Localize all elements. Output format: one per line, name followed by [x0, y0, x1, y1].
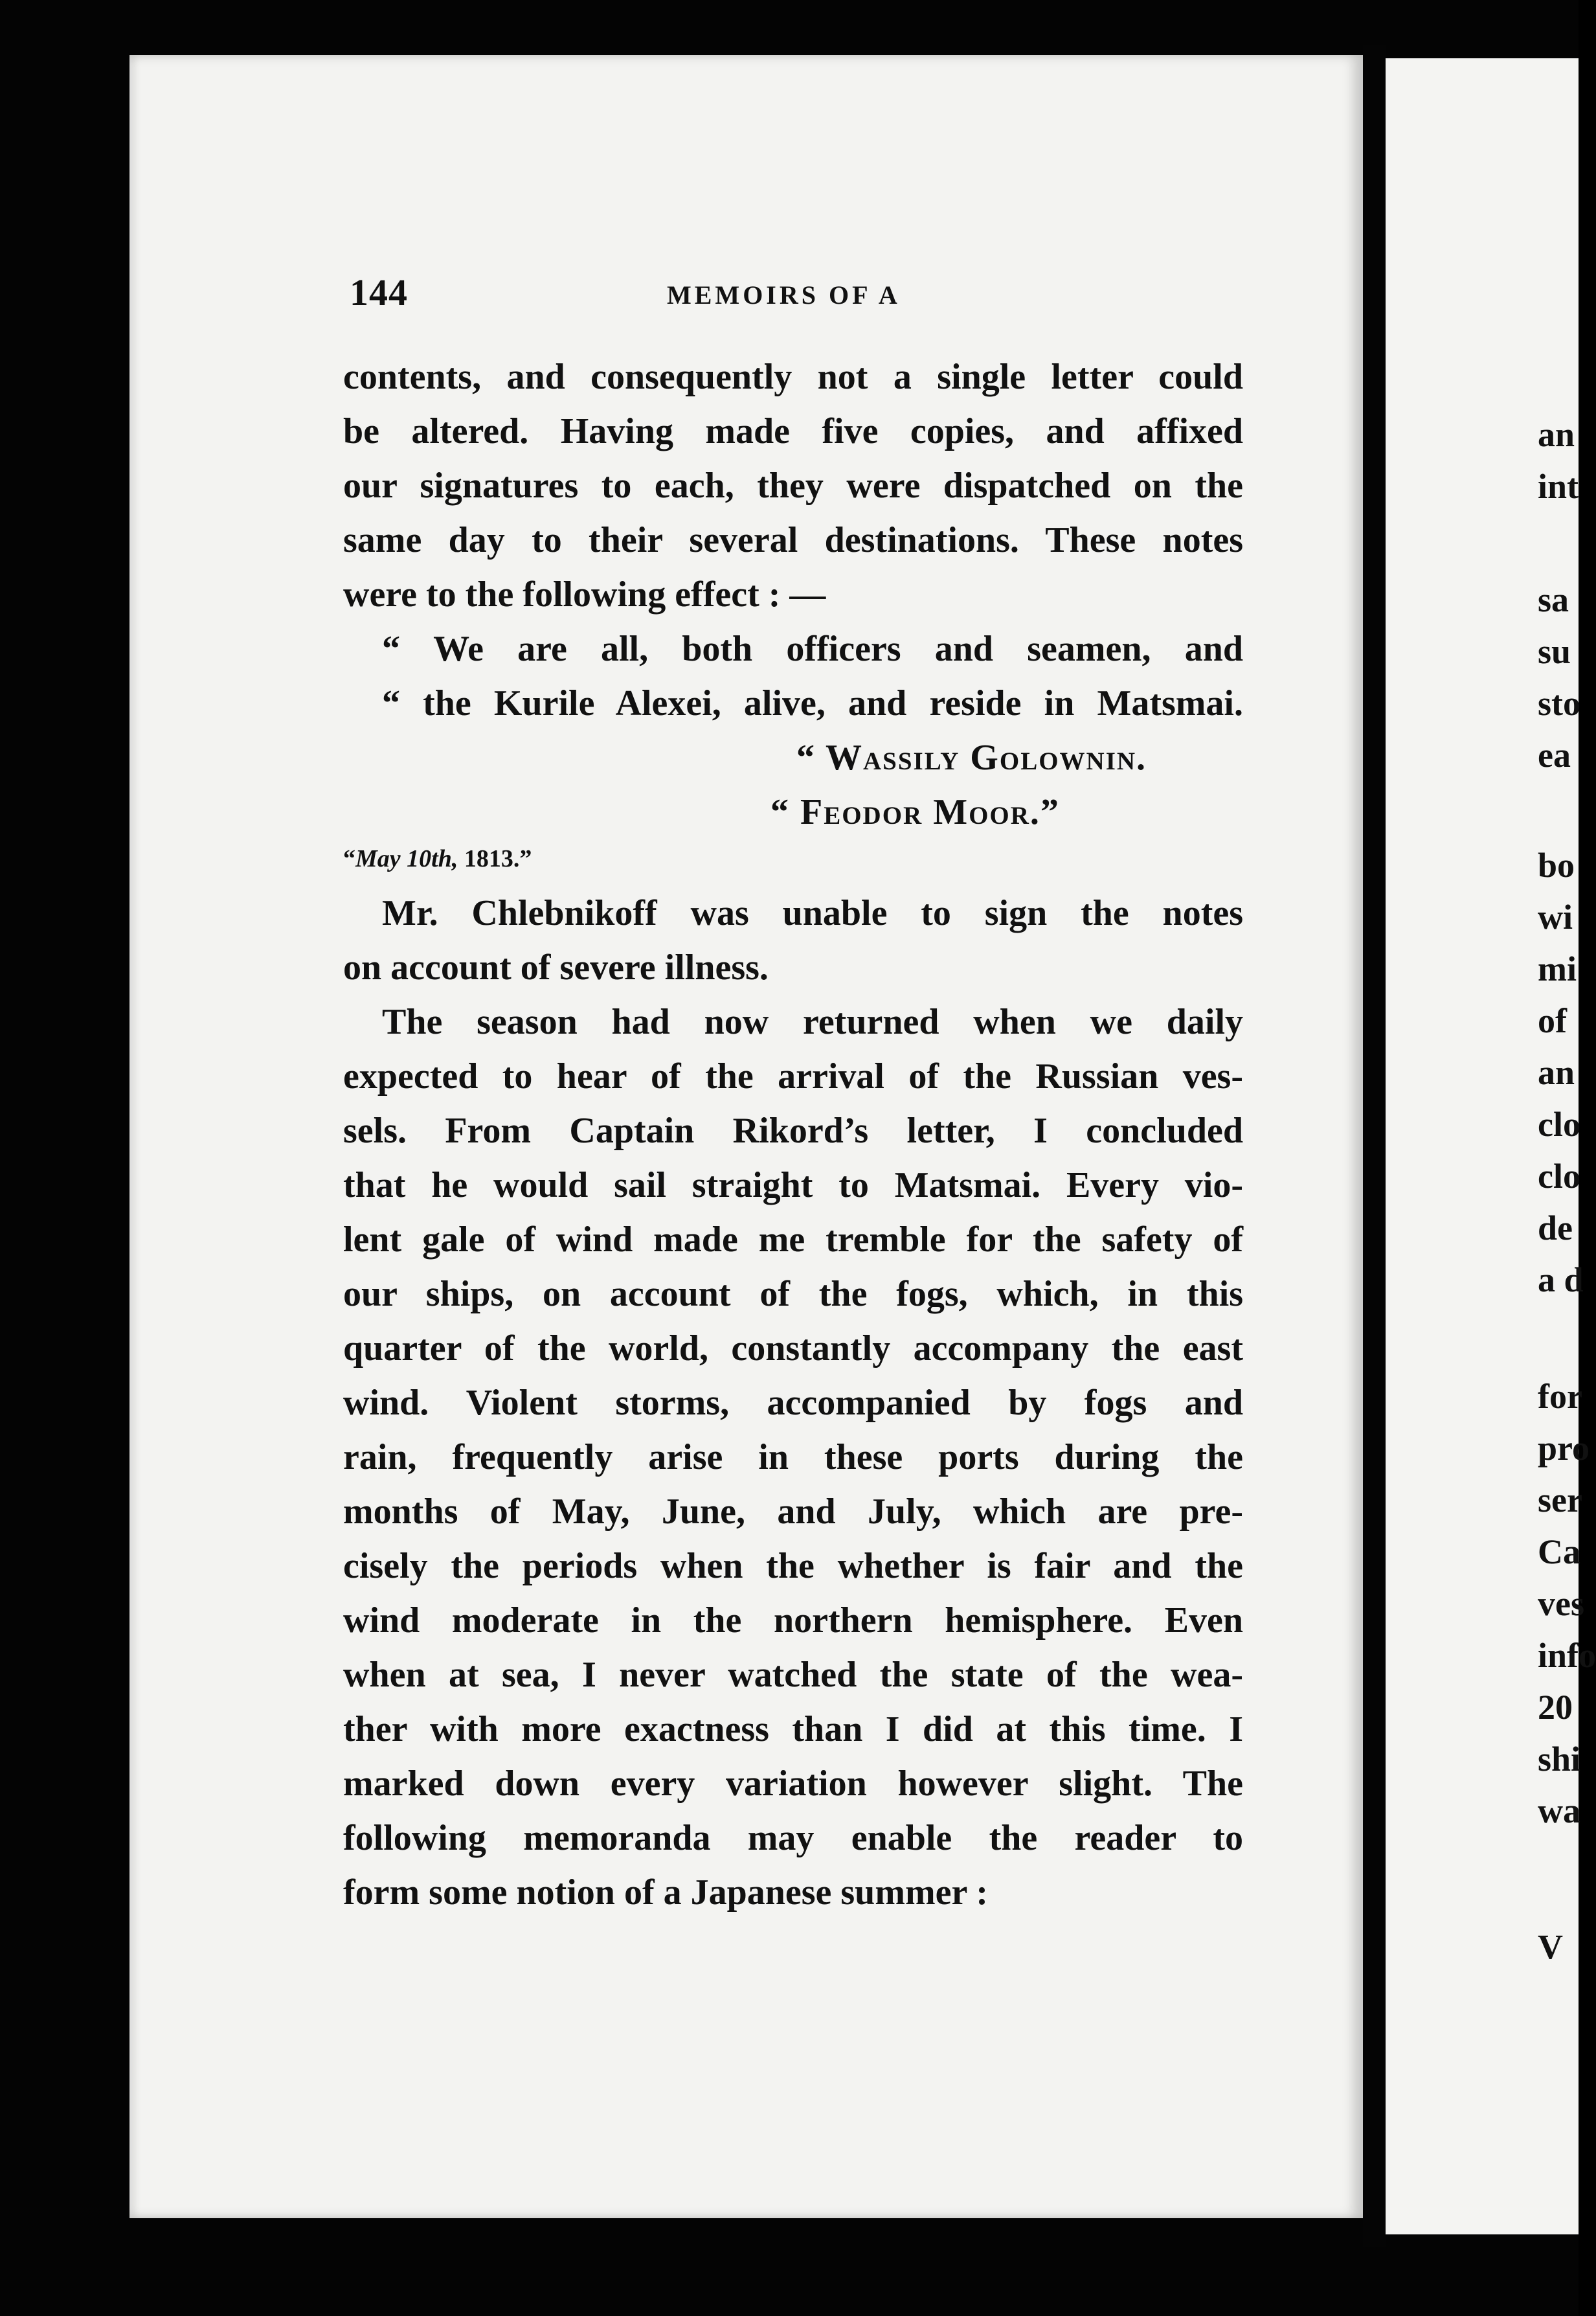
- text-line: on account of severe illness.: [343, 948, 769, 988]
- quote-line: “ the Kurile Alexei, alive, and reside in Matsmai.: [382, 683, 1243, 723]
- text-line: wind moderate in the northern hemisphere. Even: [343, 1600, 1243, 1640]
- text-line: marked down every variation however slight. The: [343, 1764, 1243, 1804]
- right-page-fragment: clo: [1538, 1105, 1580, 1144]
- text-line: form some notion of a Japanese summer :: [343, 1872, 988, 1913]
- text-line: following memoranda may enable the reader to: [343, 1818, 1243, 1858]
- right-page-fragment: su: [1538, 632, 1571, 671]
- text-line: when at sea, I never watched the state of the wea-: [343, 1655, 1243, 1695]
- right-page-fragment: an: [1538, 415, 1575, 454]
- right-page-edge: [1386, 58, 1579, 2234]
- right-page-fragment: sa: [1538, 580, 1569, 619]
- dateline: “May 10th, 1813.”: [343, 845, 532, 872]
- text-line: contents, and consequently not a single letter could: [343, 357, 1243, 397]
- text-line: lent gale of wind made me tremble for the safety of: [343, 1220, 1243, 1260]
- right-page-fragment: wa: [1538, 1791, 1580, 1830]
- text-line: sels. From Captain Rikord’s letter, I concluded: [343, 1111, 1243, 1151]
- right-page-fragment: 20: [1538, 1688, 1573, 1727]
- text-line: rain, frequently arise in these ports during the: [343, 1437, 1243, 1477]
- right-page-fragment: int: [1538, 467, 1579, 506]
- book-gutter: [1363, 45, 1386, 2247]
- body-text: [343, 350, 1243, 1920]
- right-page-fragment: clo: [1538, 1157, 1580, 1196]
- quote-line: “ We are all, both officers and seamen, and: [382, 629, 1243, 669]
- text-line: were to the following effect : —: [343, 574, 826, 615]
- signature-golownin: “ Wassily Golownin.: [796, 738, 1147, 778]
- right-page-fragment: of: [1538, 1001, 1567, 1040]
- text-line: same day to their several destinations. These notes: [343, 520, 1243, 560]
- text-line: The season had now returned when we daily: [382, 1002, 1243, 1042]
- right-page-fragment: for: [1538, 1377, 1582, 1416]
- text-line: expected to hear of the arrival of the Russian ves-: [343, 1056, 1243, 1096]
- signature-moor: “ Feodor Moor.”: [770, 792, 1060, 832]
- right-page-fragment: de: [1538, 1209, 1573, 1247]
- text-line: months of May, June, and July, which are pre-: [343, 1492, 1243, 1532]
- right-page-fragment: wi: [1538, 898, 1573, 937]
- right-page-fragment: an: [1538, 1053, 1575, 1092]
- right-page-fragment: Ca: [1538, 1532, 1580, 1571]
- text-line: Mr. Chlebnikoff was unable to sign the notes: [382, 893, 1243, 933]
- text-line: wind. Violent storms, accompanied by fogs and: [343, 1383, 1243, 1423]
- text-line: our signatures to each, they were dispatched on the: [343, 466, 1243, 506]
- right-page-fragment: info: [1538, 1636, 1596, 1675]
- text-line: that he would sail straight to Matsmai. Every vio-: [343, 1165, 1243, 1205]
- running-head: MEMOIRS OF A: [667, 280, 901, 310]
- right-page-fragment: ser: [1538, 1481, 1582, 1519]
- page-number: 144: [350, 271, 408, 313]
- right-page-fragment: pro: [1538, 1429, 1590, 1468]
- right-page-fragment: ves: [1538, 1584, 1584, 1623]
- text-line: be altered. Having made five copies, and affixed: [343, 411, 1243, 451]
- right-page-fragment: mi: [1538, 949, 1577, 988]
- text-line: our ships, on account of the fogs, which, in this: [343, 1274, 1243, 1314]
- right-page-fragment: V: [1538, 1927, 1563, 1966]
- right-page-fragment: a d: [1538, 1260, 1584, 1299]
- right-page-fragment: shi: [1538, 1740, 1581, 1778]
- text-line: quarter of the world, constantly accompany the east: [343, 1328, 1243, 1368]
- right-page-fragment: bo: [1538, 846, 1575, 885]
- right-page-fragment: ea: [1538, 736, 1571, 775]
- right-page-fragment: sto: [1538, 684, 1580, 723]
- text-line: ther with more exactness than I did at this time. I: [343, 1709, 1243, 1749]
- text-line: cisely the periods when the whether is fair and the: [343, 1546, 1243, 1586]
